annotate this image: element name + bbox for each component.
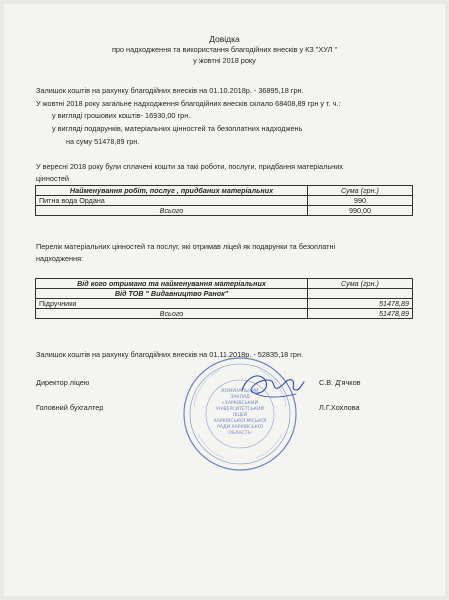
document-title: Довідка	[209, 34, 240, 44]
table-header-sum: Сума (грн.)	[308, 279, 413, 289]
director-name: С.В. Д'ячков	[319, 378, 361, 387]
table-total-row	[36, 206, 413, 216]
table-header-row	[36, 186, 413, 196]
document-subtitle: про надходження та використання благодійних внесків у КЗ "ХУЛ "	[111, 45, 338, 54]
table-cell-sum: 990	[308, 196, 413, 206]
table-header-name: Від кого отримано та найменування матеріальних	[36, 279, 308, 289]
svg-text:«ХАРКІВСЬКИЙ: «ХАРКІВСЬКИЙ	[221, 401, 259, 406]
svg-text:ОБЛАСТІ»: ОБЛАСТІ»	[228, 431, 252, 436]
income-cash: у вигляді грошових коштів- 16930,00 грн.	[52, 111, 191, 120]
income-gifts-sum: на суму 51478,89 грн.	[66, 137, 140, 146]
table-total-sum: 990,00	[308, 206, 413, 216]
svg-text:ЗАКЛАД: ЗАКЛАД	[230, 395, 250, 400]
svg-text:ЛІЦЕЙ: ЛІЦЕЙ	[232, 413, 248, 418]
balance-start: Залишок коштів на рахунку благодійних внесків на 01.10.2018р. - 36895,18 грн.	[36, 86, 304, 95]
svg-text:УНІВЕРСИТЕТСЬКИЙ: УНІВЕРСИТЕТСЬКИЙ	[215, 407, 265, 412]
table-donor: Від ТОВ " Видавництво Ранок"	[36, 289, 308, 299]
table-row	[36, 299, 413, 309]
table-total-label: Всього	[36, 309, 308, 319]
table-header-sum: Сума (грн.)	[308, 186, 413, 196]
gifts-table	[35, 278, 413, 319]
gifts-section-line2: надходження:	[36, 254, 84, 263]
director-role: Директор ліцею	[36, 378, 90, 387]
table-total-row	[36, 309, 413, 319]
svg-text:ХАРКІВСЬКОЇ МІСЬКОЇ: ХАРКІВСЬКОЇ МІСЬКОЇ	[213, 419, 267, 424]
svg-text:КОМУНАЛЬНИЙ: КОМУНАЛЬНИЙ	[221, 389, 259, 394]
svg-text:РАДИ ХАРКІВСЬКОЇ: РАДИ ХАРКІВСЬКОЇ	[217, 425, 263, 430]
expenses-table	[35, 185, 413, 216]
balance-end: Залишок коштів на рахунку благодійних внесків на 01.11.2018р. - 52835,18 грн.	[36, 350, 304, 359]
table-total-label: Всього	[36, 206, 308, 216]
table-cell-empty	[308, 289, 413, 299]
table-row	[36, 196, 413, 206]
table-header-name: Найменування робіт, послуг , придбаних матеріальних	[36, 186, 308, 196]
paid-section-line1: У вересні 2018 року були сплачені кошти за такі роботи, послуги, придбання матеріальних	[36, 162, 343, 171]
table-donor-row	[36, 289, 413, 299]
gifts-section-line1: Перелік матеріальних цінностей та послуг, які отримав ліцей як подарунки та безоплатні	[36, 242, 336, 251]
table-header-row	[36, 279, 413, 289]
income-total: У жовтні 2018 року загальне надходження благодійних внесків склало 68408,89 грн у т. ч.:	[36, 99, 341, 108]
accountant-name: Л.Г.Хохлова	[319, 403, 360, 412]
table-cell-name: Підручники	[36, 299, 308, 309]
table-total-sum: 51478,89	[308, 309, 413, 319]
accountant-role: Головний бухгалтер	[36, 403, 104, 412]
income-gifts: у вигляді подарунків, матеріальних цінностей та безоплатних надходжень	[52, 124, 303, 133]
paid-section-line2: цінностей	[36, 174, 69, 183]
document-period: у жовтні 2018 року	[193, 56, 256, 65]
director-signature	[236, 368, 306, 404]
table-cell-sum: 51478,89	[308, 299, 413, 309]
table-cell-name: Питна вода Ордана	[36, 196, 308, 206]
document-page	[4, 4, 445, 596]
